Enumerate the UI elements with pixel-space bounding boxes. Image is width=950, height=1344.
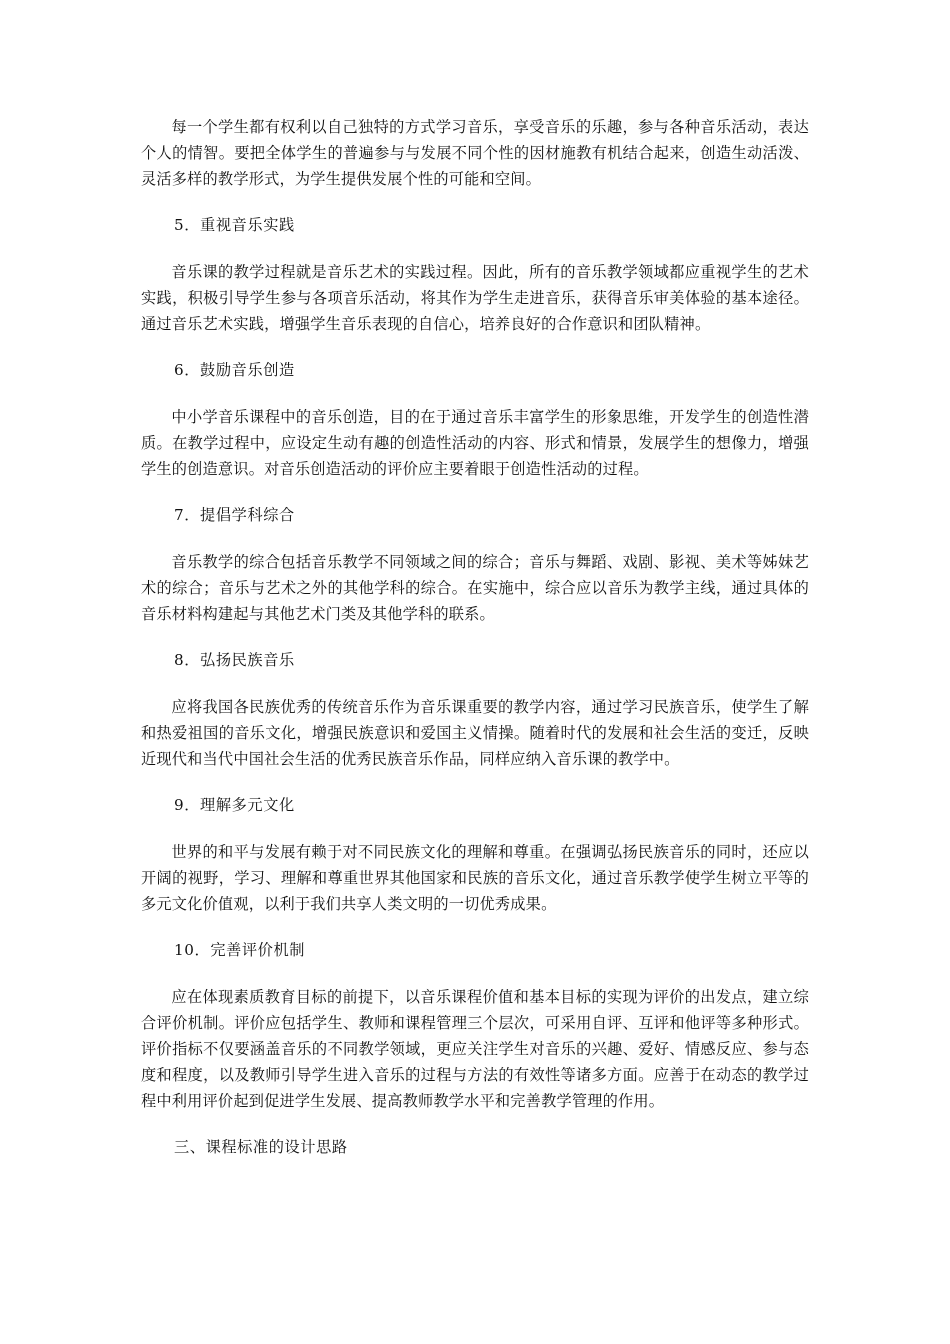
document-page (141, 114, 809, 1160)
paragraph-music-creation: 中小学音乐课程中的音乐创造，目的在于通过音乐丰富学生的形象思维，开发学生的创造性潜质。在教学过程中，应设定生动有趣的创造性活动的内容、形式和情景，发展学生的想像力，增强学生的创造意识。对音乐创造活动的评价应主要着眼于创造性活动的过程。 (141, 408, 809, 478)
paragraph-subject-integration: 音乐教学的综合包括音乐教学不同领域之间的综合；音乐与舞蹈、戏剧、影视、美术等姊妹艺术的综合；音乐与艺术之外的其他学科的综合。在实施中，综合应以音乐为教学主线，通过具体的音乐材料构建起与其他艺术门类及其他学科的联系。 (141, 553, 809, 623)
paragraph-individuality: 每一个学生都有权利以自己独特的方式学习音乐，享受音乐的乐趣，参与各种音乐活动，表达个人的情智。要把全体学生的普遍参与与发展不同个性的因材施教有机结合起来，创造生动活泼、灵活多样的教学形式，为学生提供发展个性的可能和空间。 (141, 118, 809, 188)
heading-music-creation: 6．鼓励音乐创造 (174, 361, 295, 379)
heading-multicultural: 9．理解多元文化 (174, 796, 295, 814)
heading-design-ideas: 三、课程标准的设计思路 (174, 1138, 348, 1156)
heading-national-music: 8．弘扬民族音乐 (174, 651, 295, 669)
paragraph-national-music: 应将我国各民族优秀的传统音乐作为音乐课重要的教学内容，通过学习民族音乐，使学生了解和热爱祖国的音乐文化，增强民族意识和爱国主义情操。随着时代的发展和社会生活的变迁，反映近现代和当代中国社会生活的优秀民族音乐作品，同样应纳入音乐课的教学中。 (141, 698, 809, 768)
paragraph-evaluation: 应在体现素质教育目标的前提下，以音乐课程价值和基本目标的实现为评价的出发点，建立综合评价机制。评价应包括学生、教师和课程管理三个层次，可采用自评、互评和他评等多种形式。评价指标不仅要涵盖音乐的不同教学领域，更应关注学生对音乐的兴趣、爱好、情感反应、参与态度和程度，以及教师引导学生进入音乐的过程与方法的有效性等诸多方面。应善于在动态的教学过程中利用评价起到促进学生发展、提高教师教学水平和完善教学管理的作用。 (141, 988, 809, 1110)
heading-subject-integration: 7．提倡学科综合 (174, 506, 295, 524)
heading-music-practice: 5．重视音乐实践 (174, 216, 295, 234)
paragraph-multicultural: 世界的和平与发展有赖于对不同民族文化的理解和尊重。在强调弘扬民族音乐的同时，还应以开阔的视野，学习、理解和尊重世界其他国家和民族的音乐文化，通过音乐教学使学生树立平等的多元文化价值观，以利于我们共享人类文明的一切优秀成果。 (141, 843, 809, 913)
heading-evaluation: 10．完善评价机制 (174, 941, 306, 959)
paragraph-music-practice: 音乐课的教学过程就是音乐艺术的实践过程。因此，所有的音乐教学领域都应重视学生的艺术实践，积极引导学生参与各项音乐活动，将其作为学生走进音乐，获得音乐审美体验的基本途径。通过音乐艺术实践，增强学生音乐表现的自信心，培养良好的合作意识和团队精神。 (141, 263, 809, 333)
